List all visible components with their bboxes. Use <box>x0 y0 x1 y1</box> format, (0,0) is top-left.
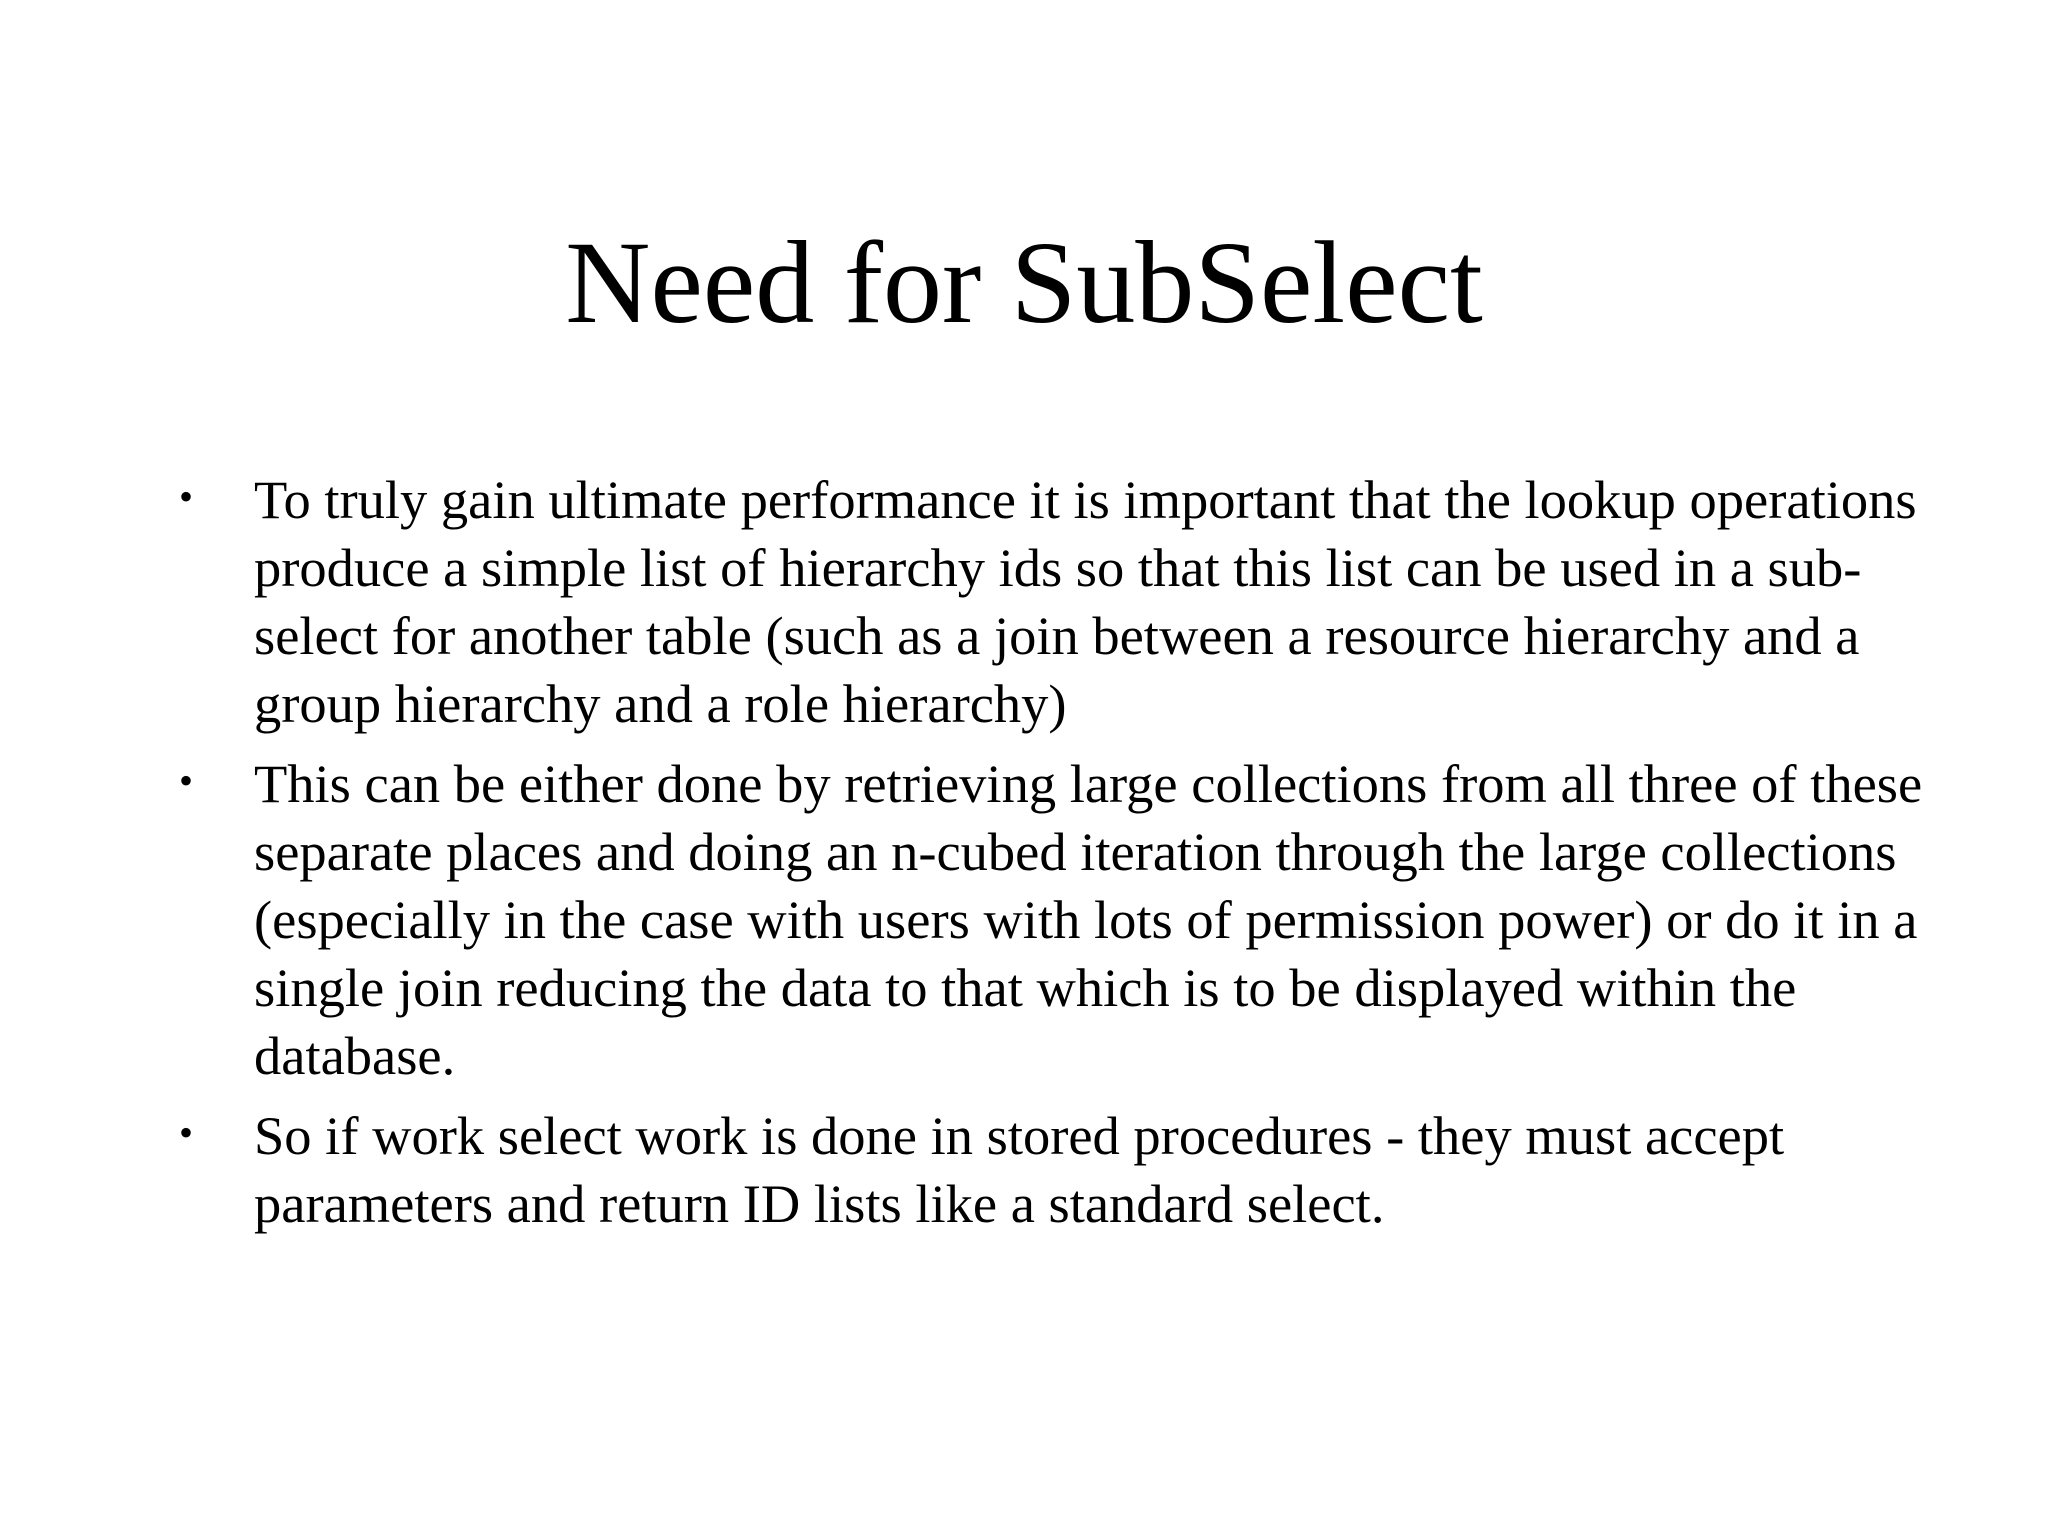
slide-title: Need for SubSelect <box>565 217 1483 348</box>
bullet-icon: • <box>178 1110 193 1155</box>
bullet-text: This can be either done by retrieving large collections from all three of these separate places and doing an n-cubed iteration through the large collections (especially in the case with users with lots of permission power) or do it in a single join reducing the data to that which is to be displayed within the database. <box>254 753 1923 1086</box>
bullet-text: So if work select work is done in stored procedures - they must accept parameters and return ID lists like a standard select. <box>254 1105 1785 1234</box>
bullet-list <box>166 466 1926 1250</box>
bullet-icon: • <box>178 758 193 803</box>
bullet-item <box>166 1102 1926 1238</box>
bullet-item <box>166 750 1926 1090</box>
bullet-icon: • <box>178 474 193 519</box>
bullet-item <box>166 466 1926 738</box>
bullet-text: To truly gain ultimate performance it is important that the lookup operations produce a simple list of hierarchy ids so that this list can be used in a sub-select for another table (such as a join between a resource hierarchy and a group hierarchy and a role hierarchy) <box>254 469 1917 734</box>
